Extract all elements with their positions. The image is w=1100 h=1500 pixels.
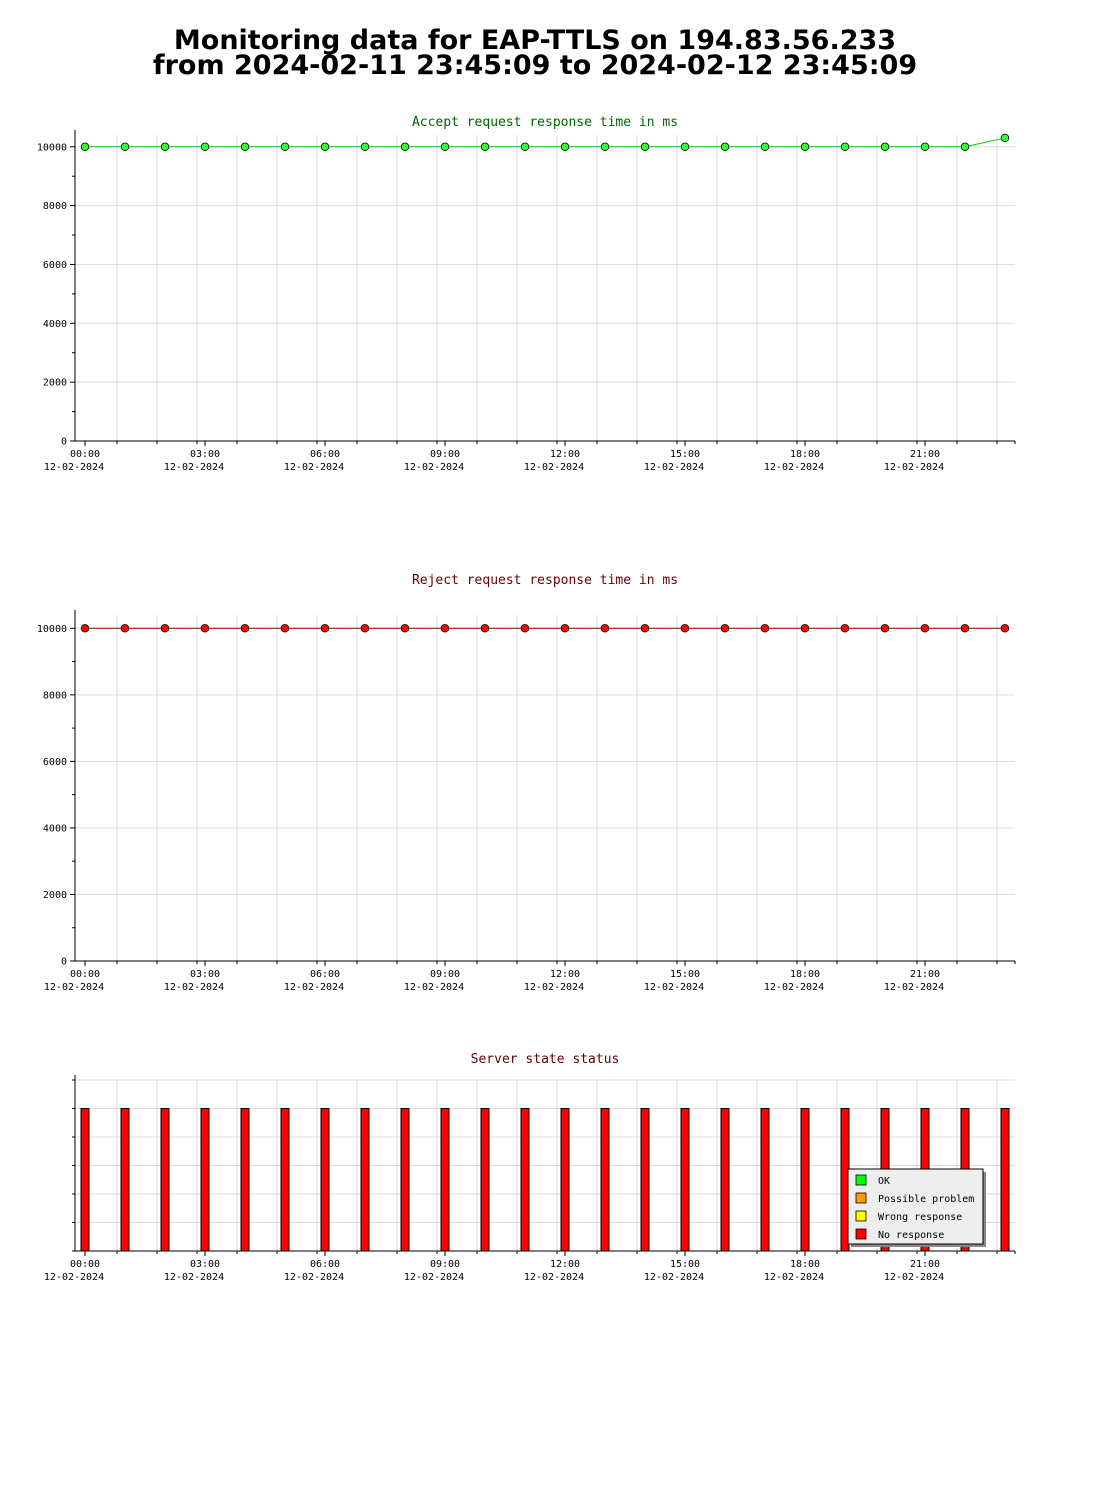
accept-x-tick-date: 12-02-2024 [763,462,825,473]
accept-series-line [85,138,1005,147]
accept-data-point [281,143,289,151]
reject-x-tick-time: 09:00 [429,969,461,980]
accept-data-point [361,143,369,151]
status-status-bar [681,1109,689,1252]
accept-x-tick-time: 15:00 [669,449,701,460]
accept-data-point [801,143,809,151]
reject-data-point [761,625,769,633]
status-status-bar [81,1109,89,1252]
accept-x-tick-time: 09:00 [429,449,461,460]
accept-data-point [881,143,889,151]
accept-data-point [681,143,689,151]
accept-data-point [601,143,609,151]
accept-data-point [521,143,529,151]
status-status-bar [161,1109,169,1252]
reject-data-point [521,625,529,633]
page-title-line2: from 2024-02-11 23:45:09 to 2024-02-12 23:45:09 [152,50,918,81]
status-status-bar [401,1109,409,1252]
status-status-bar [121,1109,129,1252]
legend-label: Wrong response [878,1212,963,1223]
status-status-bar [721,1109,729,1252]
accept-data-point [241,143,249,151]
status-x-tick-date: 12-02-2024 [163,1272,225,1283]
accept-data-point [721,143,729,151]
accept-x-tick-time: 12:00 [549,449,581,460]
legend-swatch [856,1175,866,1185]
accept-x-tick-date: 12-02-2024 [163,462,225,473]
reject-data-point [361,625,369,633]
accept-y-tick-label: 6000 [42,259,67,271]
reject-x-tick-time: 00:00 [69,969,101,980]
accept-data-point [561,143,569,151]
reject-x-tick-date: 12-02-2024 [283,982,345,993]
reject-data-point [81,625,89,633]
status-status-bar [201,1109,209,1252]
accept-data-point [401,143,409,151]
reject-data-point [561,625,569,633]
status-x-tick-time: 21:00 [909,1259,941,1270]
reject-y-tick-label: 0 [60,956,67,968]
legend-label: No response [878,1230,945,1241]
status-x-tick-time: 00:00 [69,1259,101,1270]
accept-data-point [441,143,449,151]
reject-data-point [841,625,849,633]
reject-x-tick-time: 18:00 [789,969,821,980]
reject-y-tick-label: 6000 [42,756,67,768]
reject-data-point [1001,625,1009,633]
accept-data-point [161,143,169,151]
reject-data-point [601,625,609,633]
reject-x-tick-time: 12:00 [549,969,581,980]
reject-y-tick-label: 2000 [42,889,67,901]
status-status-bar [801,1109,809,1252]
status-x-tick-date: 12-02-2024 [43,1272,105,1283]
accept-data-point [841,143,849,151]
accept-x-tick-time: 06:00 [309,449,341,460]
status-status-bar [321,1109,329,1252]
reject-x-tick-time: 21:00 [909,969,941,980]
accept-chart-title: Accept request response time in ms [411,115,679,130]
page-title-line1: Monitoring data for EAP-TTLS on 194.83.56.233 [173,25,897,56]
accept-x-tick-date: 12-02-2024 [883,462,945,473]
accept-data-point [321,143,329,151]
reject-data-point [241,625,249,633]
reject-x-tick-date: 12-02-2024 [883,982,945,993]
reject-data-point [121,625,129,633]
status-status-bar [1001,1109,1009,1252]
accept-data-point [1001,134,1009,142]
status-x-tick-date: 12-02-2024 [283,1272,345,1283]
status-x-tick-date: 12-02-2024 [763,1272,825,1283]
accept-data-point [761,143,769,151]
reject-data-point [641,625,649,633]
reject-data-point [321,625,329,633]
status-x-tick-time: 03:00 [189,1259,221,1270]
accept-x-tick-date: 12-02-2024 [43,462,105,473]
accept-y-tick-label: 4000 [42,318,67,330]
reject-y-tick-label: 8000 [42,690,67,702]
reject-x-tick-date: 12-02-2024 [163,982,225,993]
accept-x-tick-date: 12-02-2024 [403,462,465,473]
accept-y-tick-label: 0 [60,436,67,448]
status-x-tick-time: 18:00 [789,1259,821,1270]
reject-chart-title: Reject request response time in ms [411,573,679,588]
reject-data-point [721,625,729,633]
reject-data-point [481,625,489,633]
status-x-tick-time: 12:00 [549,1259,581,1270]
accept-y-tick-label: 8000 [42,201,67,213]
reject-y-tick-label: 10000 [36,623,67,635]
status-status-bar [601,1109,609,1252]
accept-data-point [921,143,929,151]
accept-x-tick-date: 12-02-2024 [523,462,585,473]
status-x-tick-date: 12-02-2024 [883,1272,945,1283]
status-status-bar [241,1109,249,1252]
accept-x-tick-time: 00:00 [69,449,101,460]
status-x-tick-time: 09:00 [429,1259,461,1270]
status-status-bar [281,1109,289,1252]
accept-x-tick-time: 21:00 [909,449,941,460]
reject-data-point [921,625,929,633]
status-status-bar [761,1109,769,1252]
status-chart-title: Server state status [470,1052,620,1067]
reject-x-tick-date: 12-02-2024 [43,982,105,993]
status-status-bar [481,1109,489,1252]
status-status-bar [521,1109,529,1252]
status-status-bar [361,1109,369,1252]
accept-x-tick-time: 18:00 [789,449,821,460]
reject-x-tick-time: 15:00 [669,969,701,980]
accept-data-point [641,143,649,151]
accept-y-tick-label: 10000 [36,142,67,154]
accept-data-point [121,143,129,151]
legend-label: OK [878,1176,891,1187]
reject-data-point [401,625,409,633]
accept-x-tick-date: 12-02-2024 [283,462,345,473]
status-status-bar [441,1109,449,1252]
legend-swatch [856,1193,866,1203]
status-status-bar [561,1109,569,1252]
reject-x-tick-date: 12-02-2024 [523,982,585,993]
reject-data-point [961,625,969,633]
reject-data-point [161,625,169,633]
reject-data-point [881,625,889,633]
status-x-tick-date: 12-02-2024 [403,1272,465,1283]
status-x-tick-date: 12-02-2024 [643,1272,705,1283]
legend-swatch [856,1211,866,1221]
accept-data-point [481,143,489,151]
reject-x-tick-date: 12-02-2024 [763,982,825,993]
reject-x-tick-time: 06:00 [309,969,341,980]
status-x-tick-date: 12-02-2024 [523,1272,585,1283]
legend-swatch [856,1229,866,1239]
reject-x-tick-date: 12-02-2024 [403,982,465,993]
status-x-tick-time: 06:00 [309,1259,341,1270]
reject-data-point [681,625,689,633]
reject-data-point [441,625,449,633]
accept-data-point [201,143,209,151]
legend-label: Possible problem [878,1194,975,1205]
reject-x-tick-time: 03:00 [189,969,221,980]
status-status-bar [641,1109,649,1252]
accept-data-point [961,143,969,151]
accept-x-tick-date: 12-02-2024 [643,462,705,473]
reject-data-point [201,625,209,633]
reject-y-tick-label: 4000 [42,823,67,835]
accept-y-tick-label: 2000 [42,377,67,389]
reject-data-point [801,625,809,633]
accept-x-tick-time: 03:00 [189,449,221,460]
status-x-tick-time: 15:00 [669,1259,701,1270]
reject-x-tick-date: 12-02-2024 [643,982,705,993]
reject-data-point [281,625,289,633]
accept-data-point [81,143,89,151]
